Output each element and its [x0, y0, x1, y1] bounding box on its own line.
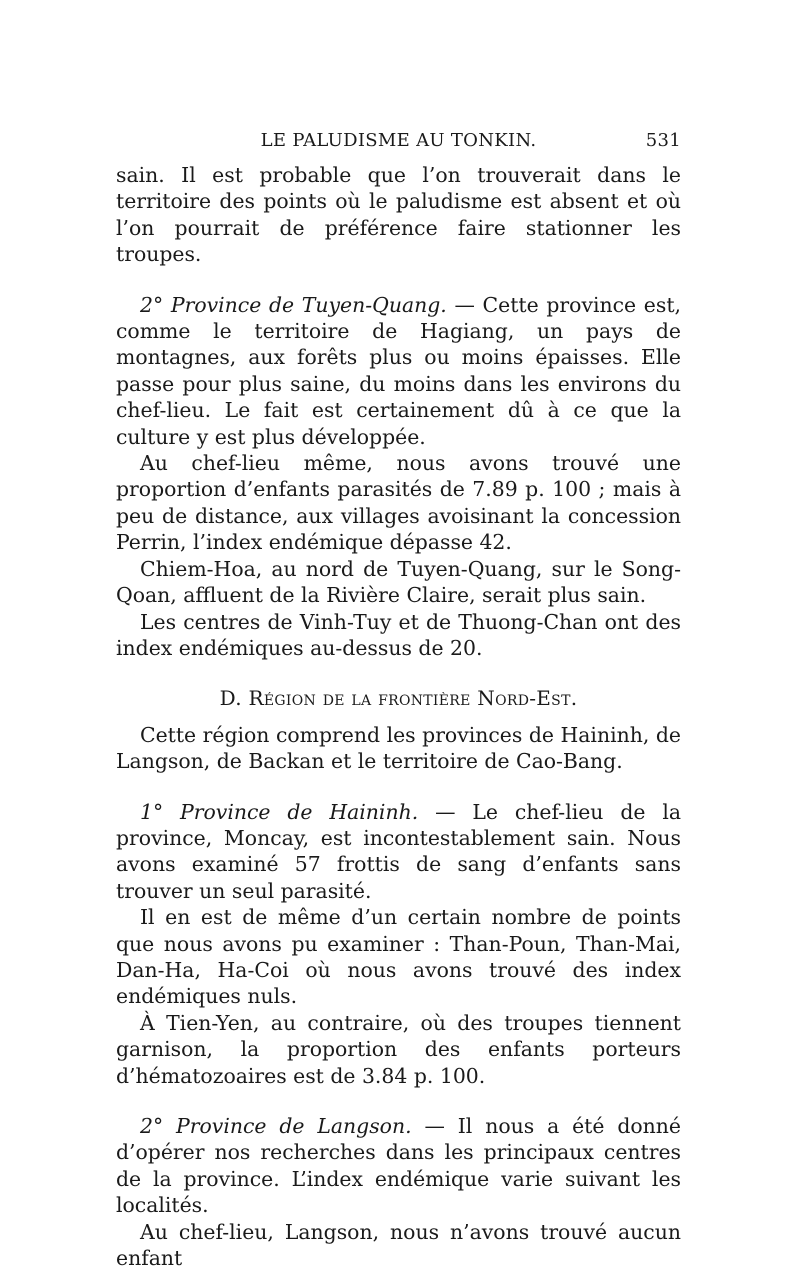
province-title-haininh: 1° Province de Haininh.: [140, 799, 419, 824]
paragraph-text: — Il nous a été donné d’opérer nos recherches dans les principaux centres de la province. L’index endémique varie suivant les localités.: [116, 1114, 681, 1218]
book-page: [116, 128, 681, 1271]
province-title-tuyen-quang: 2° Province de Tuyen-Quang.: [140, 292, 447, 317]
paragraph-tuyen-quang: [116, 292, 681, 450]
paragraph-region: Cette région comprend les provinces de Haininh, de Langson, de Backan et le territoire de Cao-Bang.: [116, 722, 681, 774]
paragraph-chiem-hoa: Chiem-Hoa, au nord de Tuyen-Quang, sur le Song-Qoan, affluent de la Rivière Claire, serait plus sain.: [116, 556, 681, 608]
paragraph-vinh-tuy: Les centres de Vinh-Tuy et de Thuong-Chan ont des index endémiques au-dessus de 20.: [116, 609, 681, 660]
paragraph-chef-lieu: Au chef-lieu même, nous avons trouvé une proportion d’enfants parasités de 7.89 p. 100 ; mais à peu de distance, aux villages avoisinant la concession Perrin, l’index endémique dépasse 42.: [116, 451, 681, 555]
running-header: [116, 128, 681, 162]
province-title-langson: 2° Province de Langson.: [140, 1114, 412, 1138]
paragraph-langson: [116, 1113, 681, 1219]
paragraph-langson-chef-lieu: Au chef-lieu, Langson, nous n’avons trouvé aucun enfant: [116, 1219, 681, 1271]
section-heading: D. Région de la frontière Nord-Est.: [219, 686, 578, 711]
paragraph-haininh: [116, 799, 681, 905]
page-number: 531: [645, 130, 681, 151]
paragraph-text: — Cette province est, comme le territoire de Hagiang, un pays de montagnes, aux forêts plus ou moins épaisses. Elle passe pour plus saine, du moins dans les environs du chef-lieu. Le fait est certainement dû à ce que la culture y est plus développée.: [116, 292, 681, 449]
paragraph-text: — Le chef-lieu de la province, Moncay, est incontestablement sain. Nous avons examiné 57 frottis de sang d’enfants sans trouver un seul parasité.: [116, 799, 682, 903]
paragraph-points: Il en est de même d’un certain nombre de points que nous avons pu examiner : Than-Poun, Than-Mai, Dan-Ha, Ha-Coi où nous avons trouvé des index endémiques nuls.: [116, 905, 681, 1009]
paragraph-tien-yen: À Tien-Yen, au contraire, où des troupes tiennent garnison, la proportion des enfants porteurs d’hématozoaires est de 3.84 p. 100.: [116, 1010, 681, 1088]
paragraph-continuation: sain. Il est probable que l’on trouverait dans le territoire des points où le paludisme est absent et où l’on pourrait de préférence faire stationner les troupes.: [116, 163, 681, 267]
running-title: LE PALUDISME AU TONKIN.: [260, 130, 537, 151]
